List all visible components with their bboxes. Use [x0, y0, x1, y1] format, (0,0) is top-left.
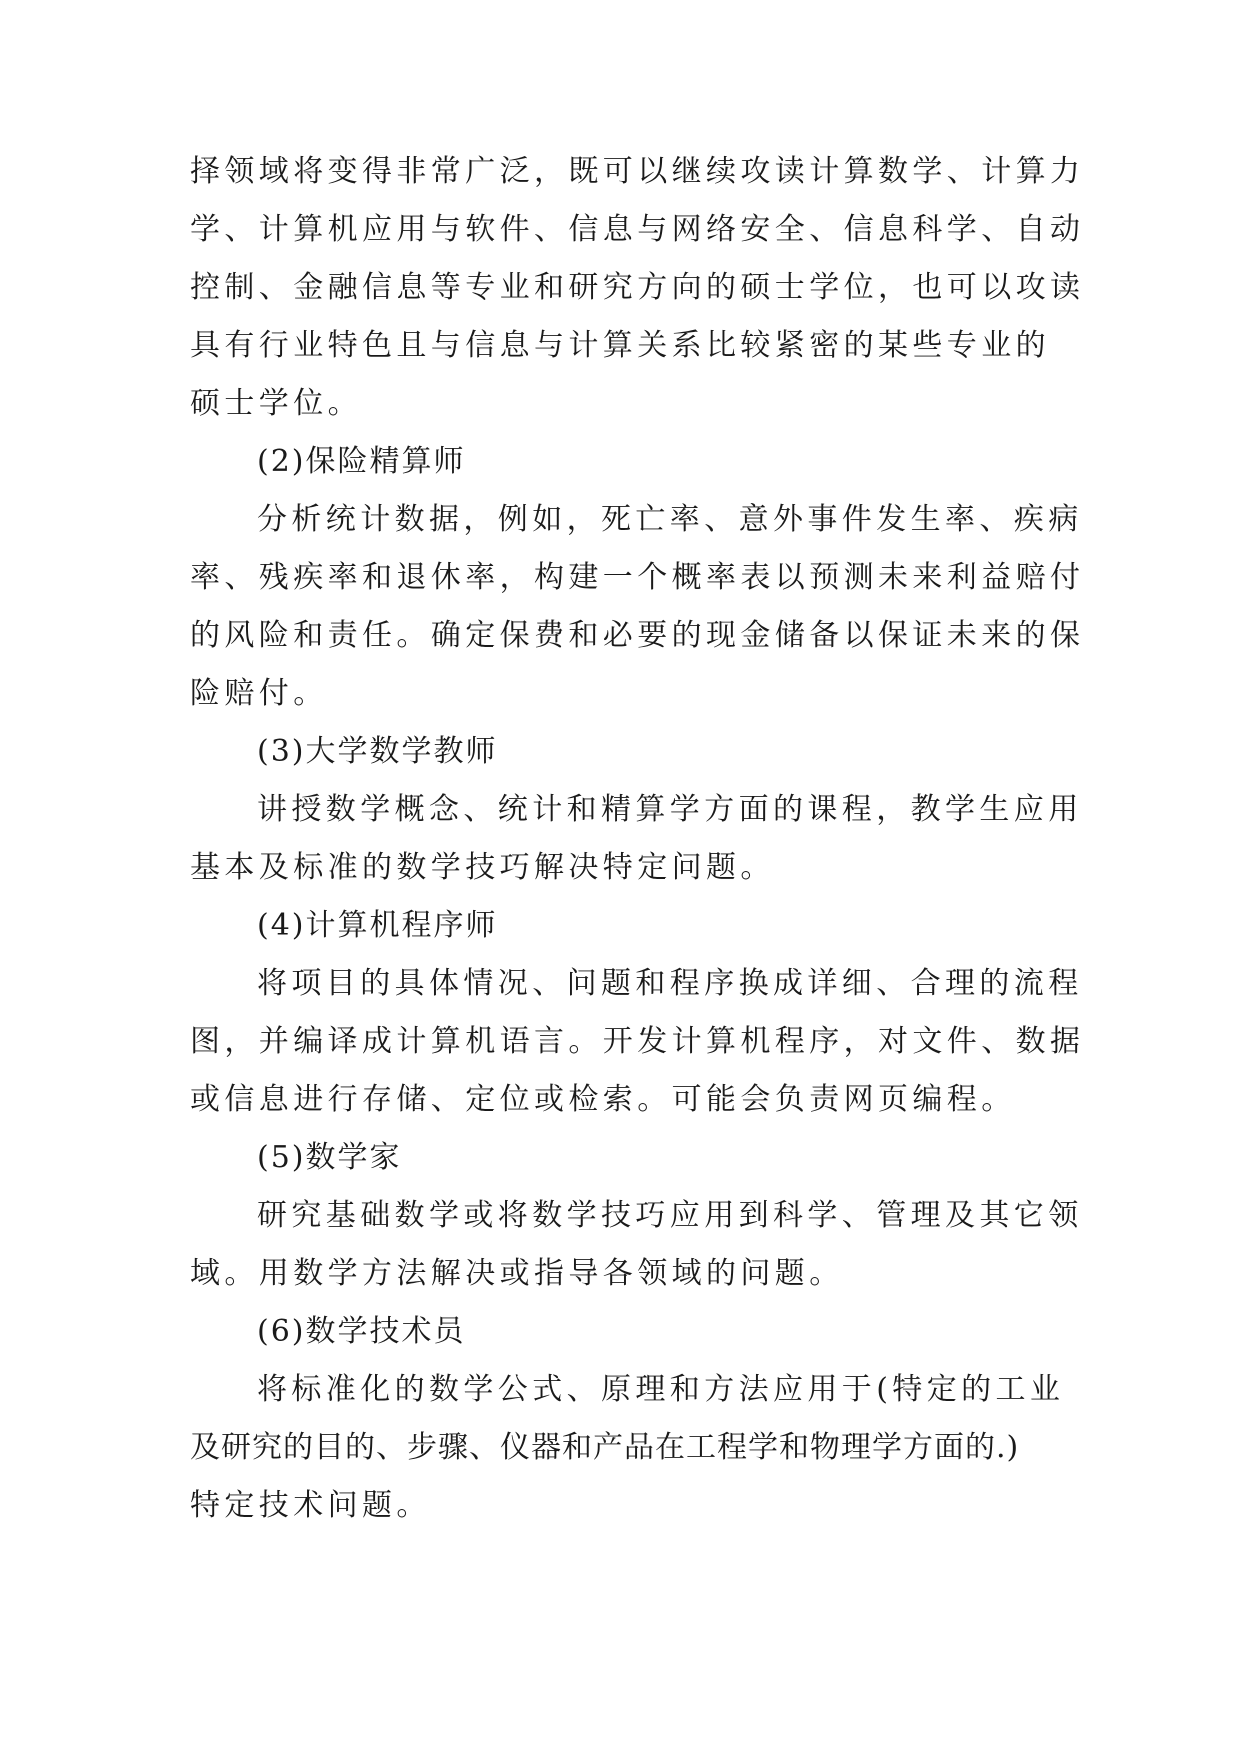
body-text-line: 控制、金融信息等专业和研究方向的硕士学位，也可以攻读 [190, 270, 1085, 305]
body-text-line: 具有行业特色且与信息与计算关系比较紧密的某些专业的 [190, 328, 1050, 363]
section-heading-programmer: (4)计算机程序师 [257, 908, 498, 943]
section-heading-math-teacher: (3)大学数学教师 [257, 734, 498, 769]
body-text-line: 率、残疾率和退休率，构建一个概率表以预测未来利益赔付 [190, 560, 1085, 595]
body-text-line: 研究基础数学或将数学技巧应用到科学、管理及其它领 [257, 1198, 1083, 1233]
section-heading-mathematician: (5)数学家 [257, 1140, 402, 1175]
body-text-line: 讲授数学概念、统计和精算学方面的课程，教学生应用 [257, 792, 1083, 827]
body-text-line: 的风险和责任。确定保费和必要的现金储备以保证未来的保 [190, 618, 1085, 653]
body-text-line: 域。用数学方法解决或指导各领域的问题。 [190, 1256, 844, 1291]
body-text-line: 学、计算机应用与软件、信息与网络安全、信息科学、自动 [190, 212, 1085, 247]
body-text-line: 图，并编译成计算机语言。开发计算机程序，对文件、数据 [190, 1024, 1085, 1059]
body-text-line: 及研究的目的、步骤、仪器和产品在工程学和物理学方面的.) [190, 1430, 1020, 1465]
body-text-line: 分析统计数据，例如，死亡率、意外事件发生率、疾病 [257, 502, 1083, 537]
body-text-line: 将标准化的数学公式、原理和方法应用于(特定的工业 [257, 1372, 1065, 1407]
body-text-line: 险赔付。 [190, 676, 328, 711]
body-text-line: 择领域将变得非常广泛，既可以继续攻读计算数学、计算力 [190, 154, 1085, 189]
body-text-line: 硕士学位。 [190, 386, 362, 421]
section-heading-actuary: (2)保险精算师 [257, 444, 466, 479]
body-text-line: 将项目的具体情况、问题和程序换成详细、合理的流程 [257, 966, 1083, 1001]
body-text-line: 或信息进行存储、定位或检索。可能会负责网页编程。 [190, 1082, 1016, 1117]
body-text-line: 特定技术问题。 [190, 1488, 431, 1523]
section-heading-math-technician: (6)数学技术员 [257, 1314, 466, 1349]
body-text-line: 基本及标准的数学技巧解决特定问题。 [190, 850, 775, 885]
